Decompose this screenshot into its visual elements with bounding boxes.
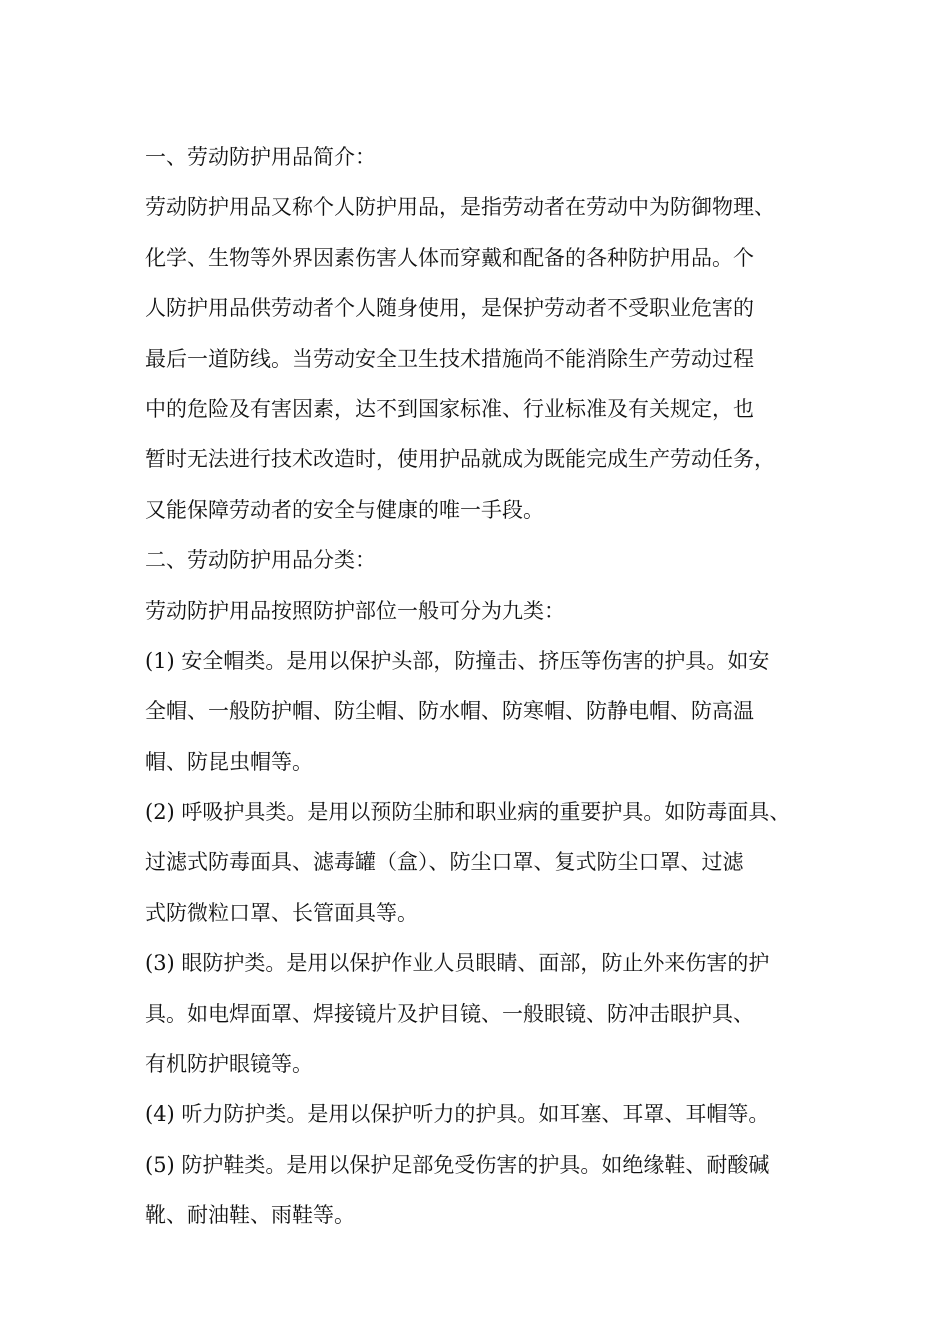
list-item-line: (2) 呼吸护具类。是用以预防尘肺和职业病的重要护具。如防毒面具、 (145, 800, 791, 825)
list-item-line: (3) 眼防护类。是用以保护作业人员眼睛、面部，防止外来伤害的护 (145, 951, 770, 976)
section-heading-intro: 一、劳动防护用品简介： (145, 145, 376, 169)
list-item-line: (1) 安全帽类。是用以保护头部，防撞击、挤压等伤害的护具。如安 (145, 648, 770, 673)
list-item-line: 式防微粒口罩、长管面具等。 (145, 900, 418, 925)
list-item-line: 全帽、一般防护帽、防尘帽、防水帽、防寒帽、防静电帽、防高温 (145, 699, 754, 724)
paragraph-line: 人防护用品供劳动者个人随身使用，是保护劳动者不受职业危害的 (145, 296, 754, 321)
list-item-line: 帽、防昆虫帽等。 (145, 749, 313, 774)
list-item-line: 有机防护眼镜等。 (145, 1052, 313, 1077)
paragraph-line: 劳动防护用品按照防护部位一般可分为九类： (145, 598, 565, 623)
section-heading-classification: 二、劳动防护用品分类： (145, 548, 376, 573)
document-body (145, 132, 835, 1241)
paragraph-line: 化学、生物等外界因素伤害人体而穿戴和配备的各种防护用品。个 (145, 245, 754, 270)
list-item-line: (5) 防护鞋类。是用以保护足部免受伤害的护具。如绝缘鞋、耐酸碱 (145, 1152, 770, 1177)
paragraph-line: 暂时无法进行技术改造时，使用护品就成为既能完成生产劳动任务， (145, 447, 775, 472)
list-item-line: 过滤式防毒面具、滤毒罐（盒）、防尘口罩、复式防尘口罩、过滤 (145, 850, 744, 875)
list-item-line: 靴、耐油鞋、雨鞋等。 (145, 1203, 355, 1228)
paragraph-line: 又能保障劳动者的安全与健康的唯一手段。 (145, 497, 544, 522)
paragraph-line: 最后一道防线。当劳动安全卫生技术措施尚不能消除生产劳动过程 (145, 346, 754, 371)
list-item-line: (4) 听力防护类。是用以保护听力的护具。如耳塞、耳罩、耳帽等。 (145, 1102, 770, 1127)
list-item-line: 具。如电焊面罩、焊接镜片及护目镜、一般眼镜、防冲击眼护具、 (145, 1001, 754, 1026)
paragraph-line: 劳动防护用品又称个人防护用品，是指劳动者在劳动中为防御物理、 (145, 195, 775, 220)
paragraph-line: 中的危险及有害因素，达不到国家标准、行业标准及有关规定，也 (145, 396, 754, 421)
